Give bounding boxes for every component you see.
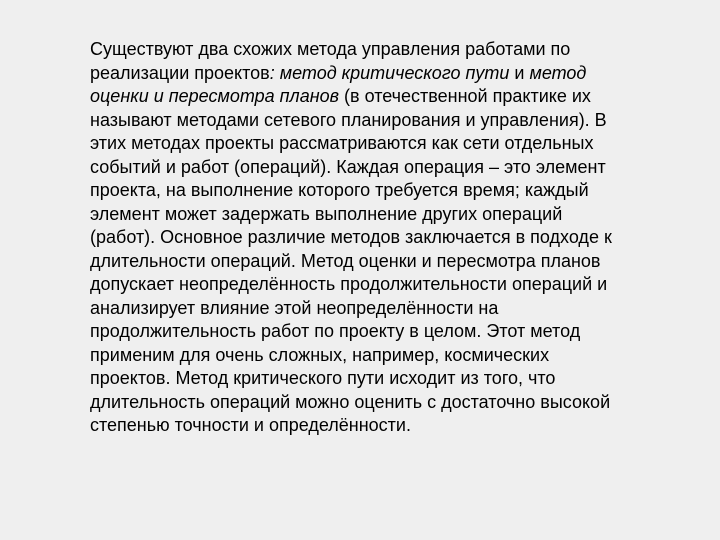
text-segment: (работ). Основное различие методов заключается в подходе к [90,227,612,247]
text-segment: Существуют два схожих метода управления работами по [90,39,571,59]
paragraph-line [90,297,690,321]
paragraph-line [90,203,690,227]
emphasized-text: оценки и пересмотра планов [90,86,340,106]
text-segment: и [509,62,530,83]
paragraph-line [90,367,690,391]
paragraph-line [90,226,690,250]
paragraph-line [90,320,690,344]
paragraph-line [90,85,690,109]
text-segment: событий и работ (операций). Каждая операция – это элемент [90,156,606,177]
text-segment: называют методами сетевого планирования и управления). В [90,109,607,130]
text-segment: этих методах проекты рассматриваются как сети отдельных [90,133,594,153]
paragraph-line [90,38,690,62]
paragraph-line [90,250,690,274]
text-segment: применим для очень сложных, например, космических [90,344,550,365]
paragraph-line [90,344,690,368]
text-segment: (в отечественной практике их [339,86,591,106]
paragraph [90,38,690,438]
text-segment: проектов. Метод критического пути исходит из того, что [90,368,556,388]
text-segment: степенью точности и определённости. [90,415,411,435]
text-segment: элемент может задержать выполнение других операций [90,203,563,224]
text-segment: реализации проектов [90,62,270,83]
text-segment: продолжительность работ по проекту в целом. Этот метод [90,321,581,341]
text-segment: допускает неопределённость продолжительности операций и [90,274,608,294]
text-segment: анализирует влияние этой неопределённости на [90,297,499,318]
paragraph-line [90,179,690,203]
text-segment: проекта, на выполнение которого требуется время; каждый [90,180,589,200]
paragraph-line [90,62,690,86]
paragraph-line [90,391,690,415]
paragraph-line [90,132,690,156]
text-segment: длительности операций. Метод оценки и пересмотра планов [90,250,601,271]
paragraph-line [90,109,690,133]
text-segment: длительность операций можно оценить с достаточно высокой [90,391,611,412]
emphasized-text: метод [529,62,587,83]
paragraph-line [90,414,690,438]
emphasized-text: : метод критического пути [269,62,510,83]
paragraph-line [90,156,690,180]
paragraph-line [90,273,690,297]
